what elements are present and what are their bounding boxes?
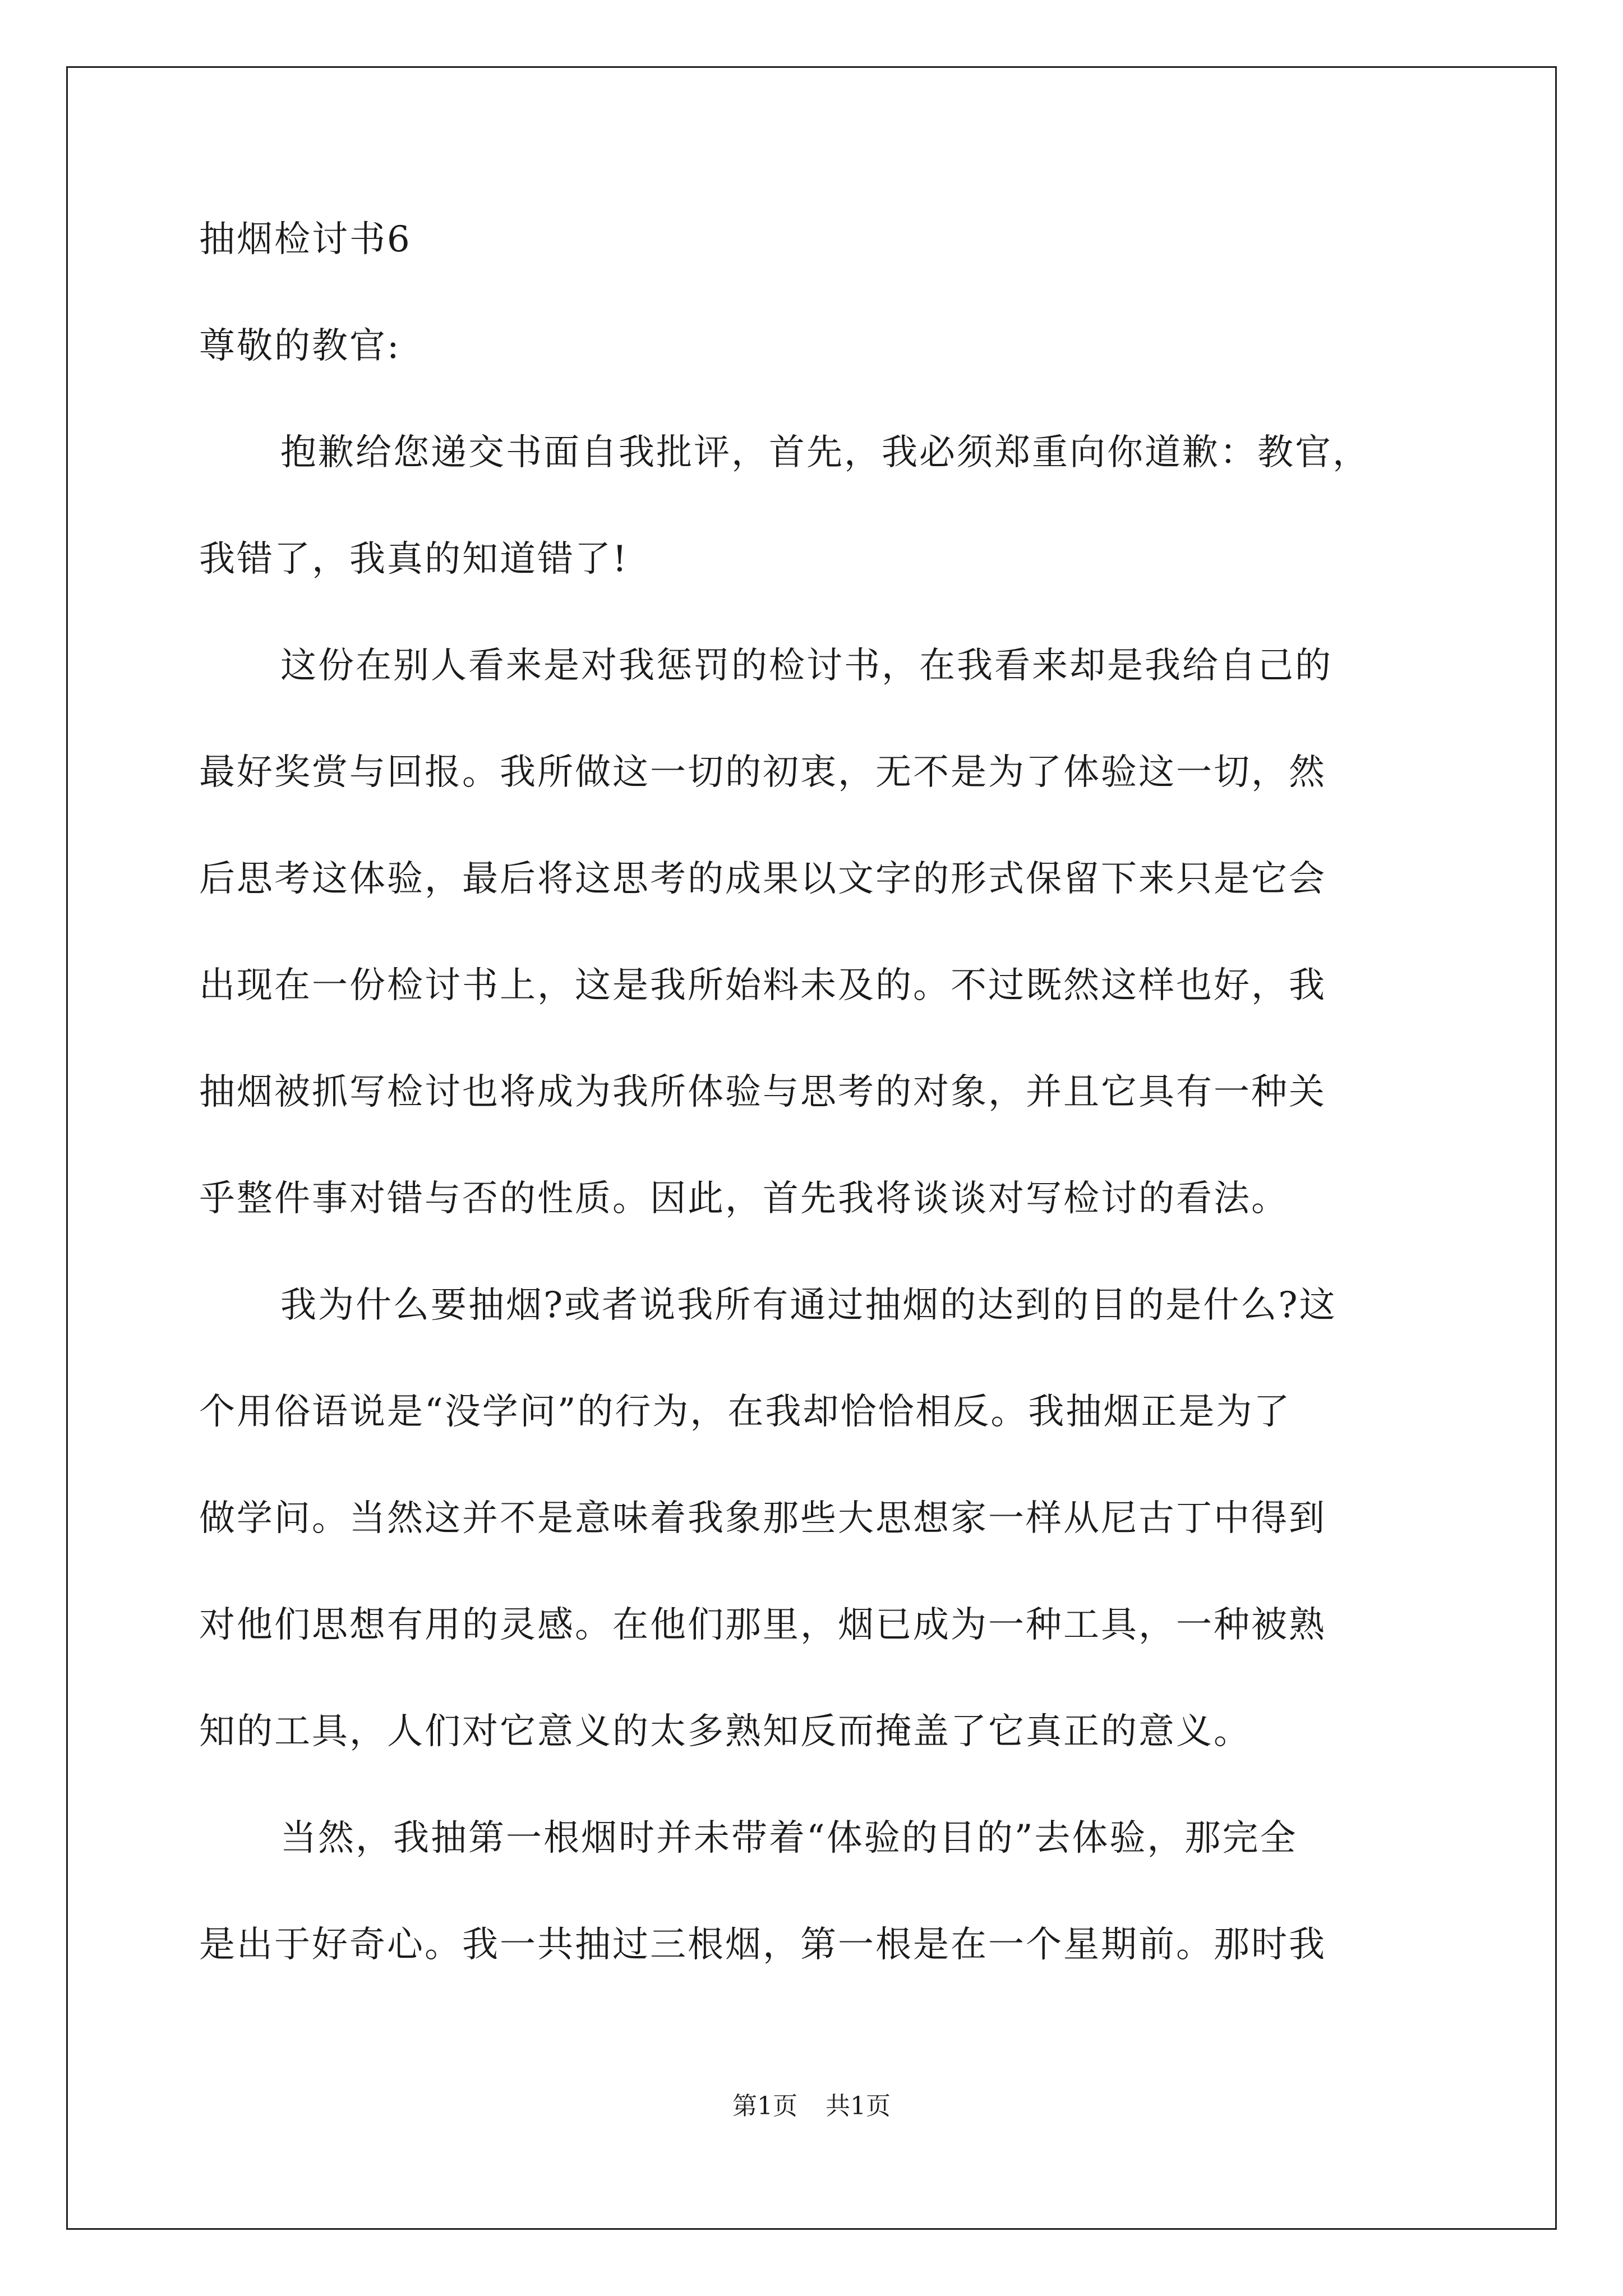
document-body: [199, 213, 1433, 2025]
paragraph-line: 最好奖赏与回报。我所做这一切的初衷，无不是为了体验这一切，然: [199, 752, 1326, 793]
paragraph-line: 这份在别人看来是对我惩罚的检讨书，在我看来却是我给自己的: [280, 645, 1332, 687]
paragraph-line: 抽烟被抓写检讨也将成为我所体验与思考的对象，并且它具有一种关: [199, 1071, 1326, 1113]
paragraph-line: 乎整件事对错与否的性质。因此，首先我将谈谈对写检讨的看法。: [199, 1178, 1289, 1220]
salutation: 尊敬的教官:: [199, 325, 401, 367]
document-title: 抽烟检讨书6: [199, 219, 412, 260]
paragraph-line: 对他们思想有用的灵感。在他们那里，烟已成为一种工具，一种被熟: [199, 1604, 1326, 1646]
paragraph-line: 抱歉给您递交书面自我批评，首先，我必须郑重向你道歉：教官，: [280, 432, 1370, 473]
paragraph-1: [199, 426, 1433, 586]
page-count: 共1页: [826, 2092, 891, 2120]
page-footer: [0, 2090, 1623, 2123]
paragraph-line: 当然，我抽第一根烟时并未带着“体验的目的”去体验，那完全: [280, 1818, 1298, 1859]
paragraph-line: 做学问。当然这并不是意味着我象那些大思想家一样从尼古丁中得到: [199, 1498, 1326, 1539]
paragraph-line: 我错了，我真的知道错了!: [199, 539, 629, 580]
paragraph-line: 知的工具，人们对它意义的太多熟知反而掩盖了它真正的意义。: [199, 1711, 1251, 1752]
paragraph-4: [199, 1812, 1433, 1972]
paragraph-line: 是出于好奇心。我一共抽过三根烟，第一根是在一个星期前。那时我: [199, 1924, 1326, 1966]
paragraph-line: 我为什么要抽烟?或者说我所有通过抽烟的达到的目的是什么?这: [280, 1285, 1337, 1326]
paragraph-line: 后思考这体验，最后将这思考的成果以文字的形式保留下来只是它会: [199, 858, 1326, 900]
paragraph-3: [199, 1279, 1433, 1759]
paragraph-2: [199, 639, 1433, 1226]
paragraph-line: 出现在一份检讨书上，这是我所始料未及的。不过既然这样也好，我: [199, 965, 1326, 1006]
paragraph-line: 个用俗语说是“没学问”的行为，在我却恰恰相反。我抽烟正是为了: [199, 1391, 1292, 1433]
page-number: 第1页: [732, 2092, 797, 2120]
